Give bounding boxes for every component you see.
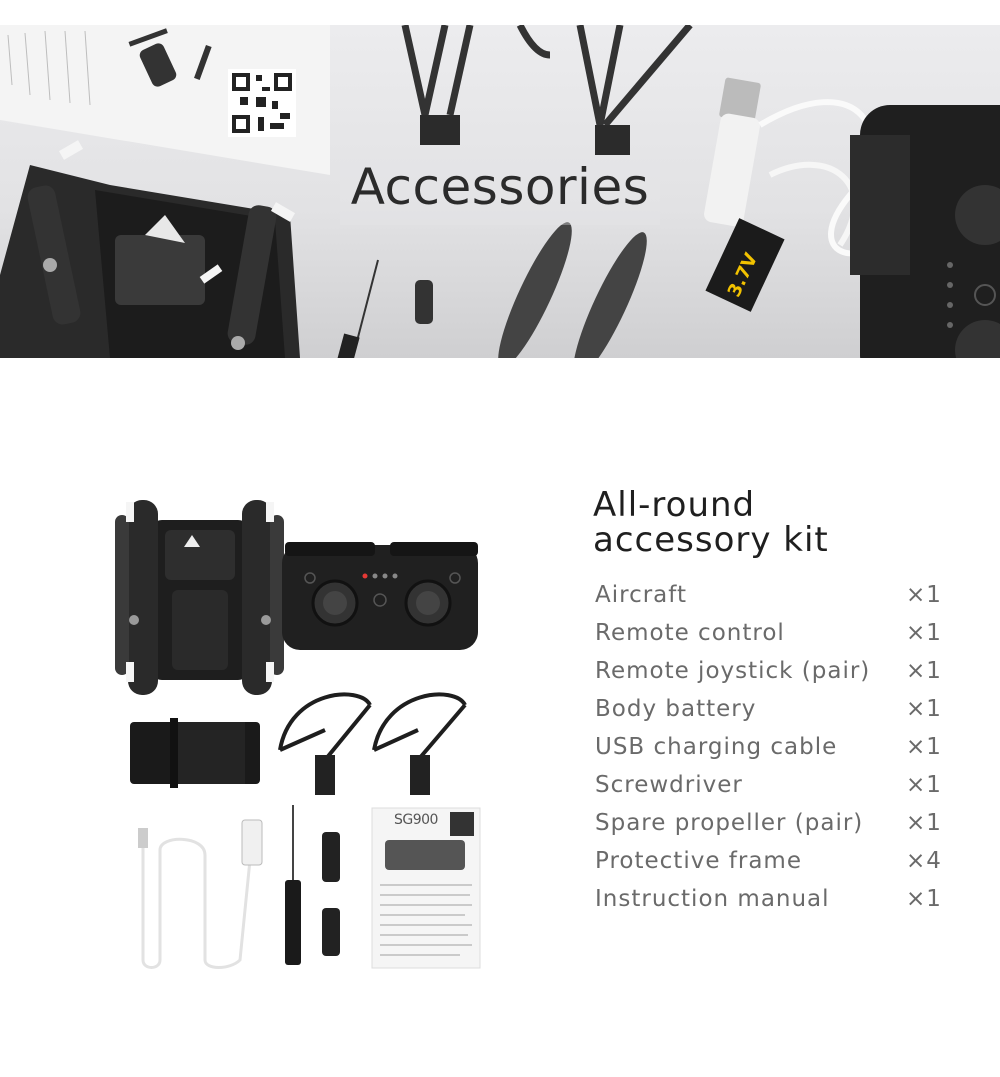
hero-propellers: [487, 216, 659, 358]
kit-usb-cable: [138, 820, 262, 968]
list-item: [595, 691, 940, 729]
item-quantity: ×1: [906, 810, 942, 836]
item-quantity: ×1: [906, 620, 942, 646]
svg-text:3.7V: 3.7V: [723, 249, 763, 301]
hero-joystick-cap: [415, 280, 433, 324]
kit-heading-line2: accessory kit: [593, 520, 829, 560]
item-quantity: ×4: [906, 848, 942, 874]
kit-illustration: [110, 490, 500, 980]
list-item: [595, 653, 940, 691]
item-name: Remote joystick (pair): [595, 658, 871, 684]
kit-joystick-caps: [322, 832, 340, 956]
kit-item-list: [595, 577, 940, 919]
list-item: [595, 615, 940, 653]
list-item: [595, 767, 940, 805]
hero-qr-code: [228, 69, 296, 137]
kit-heading: [593, 485, 829, 560]
hero-banner: [0, 25, 1000, 358]
kit-protective-frames: [280, 694, 465, 760]
kit-heading-line1: All-round: [593, 485, 756, 525]
item-quantity: ×1: [906, 582, 942, 608]
list-item: [595, 881, 940, 919]
list-item: [595, 729, 940, 767]
list-item: [595, 577, 940, 615]
item-name: Screwdriver: [595, 772, 743, 798]
kit-battery: [130, 718, 260, 788]
hero-guard-clip: [420, 115, 460, 145]
hero-propeller-guards: [405, 25, 690, 125]
list-item: [595, 805, 940, 843]
item-name: Protective frame: [595, 848, 802, 874]
hero-remote-controller: [850, 105, 1000, 358]
item-name: Instruction manual: [595, 886, 830, 912]
item-name: USB charging cable: [595, 734, 838, 760]
item-name: Spare propeller (pair): [595, 810, 864, 836]
item-quantity: ×1: [906, 772, 942, 798]
item-name: Remote control: [595, 620, 785, 646]
kit-drone: [115, 500, 284, 695]
kit-remote-controller: [282, 542, 478, 650]
item-quantity: ×1: [906, 696, 942, 722]
manual-brand-text: SG900: [394, 812, 438, 828]
item-quantity: ×1: [906, 658, 942, 684]
item-name: Aircraft: [595, 582, 687, 608]
hero-screwdriver: [336, 260, 378, 358]
item-quantity: ×1: [906, 886, 942, 912]
hero-battery-label: [705, 218, 784, 312]
kit-screwdriver: [285, 805, 301, 965]
list-item: [595, 843, 940, 881]
item-name: Body battery: [595, 696, 757, 722]
kit-photo: [110, 490, 500, 980]
item-quantity: ×1: [906, 734, 942, 760]
kit-manual: [372, 808, 480, 968]
hero-title: Accessories: [350, 158, 650, 216]
